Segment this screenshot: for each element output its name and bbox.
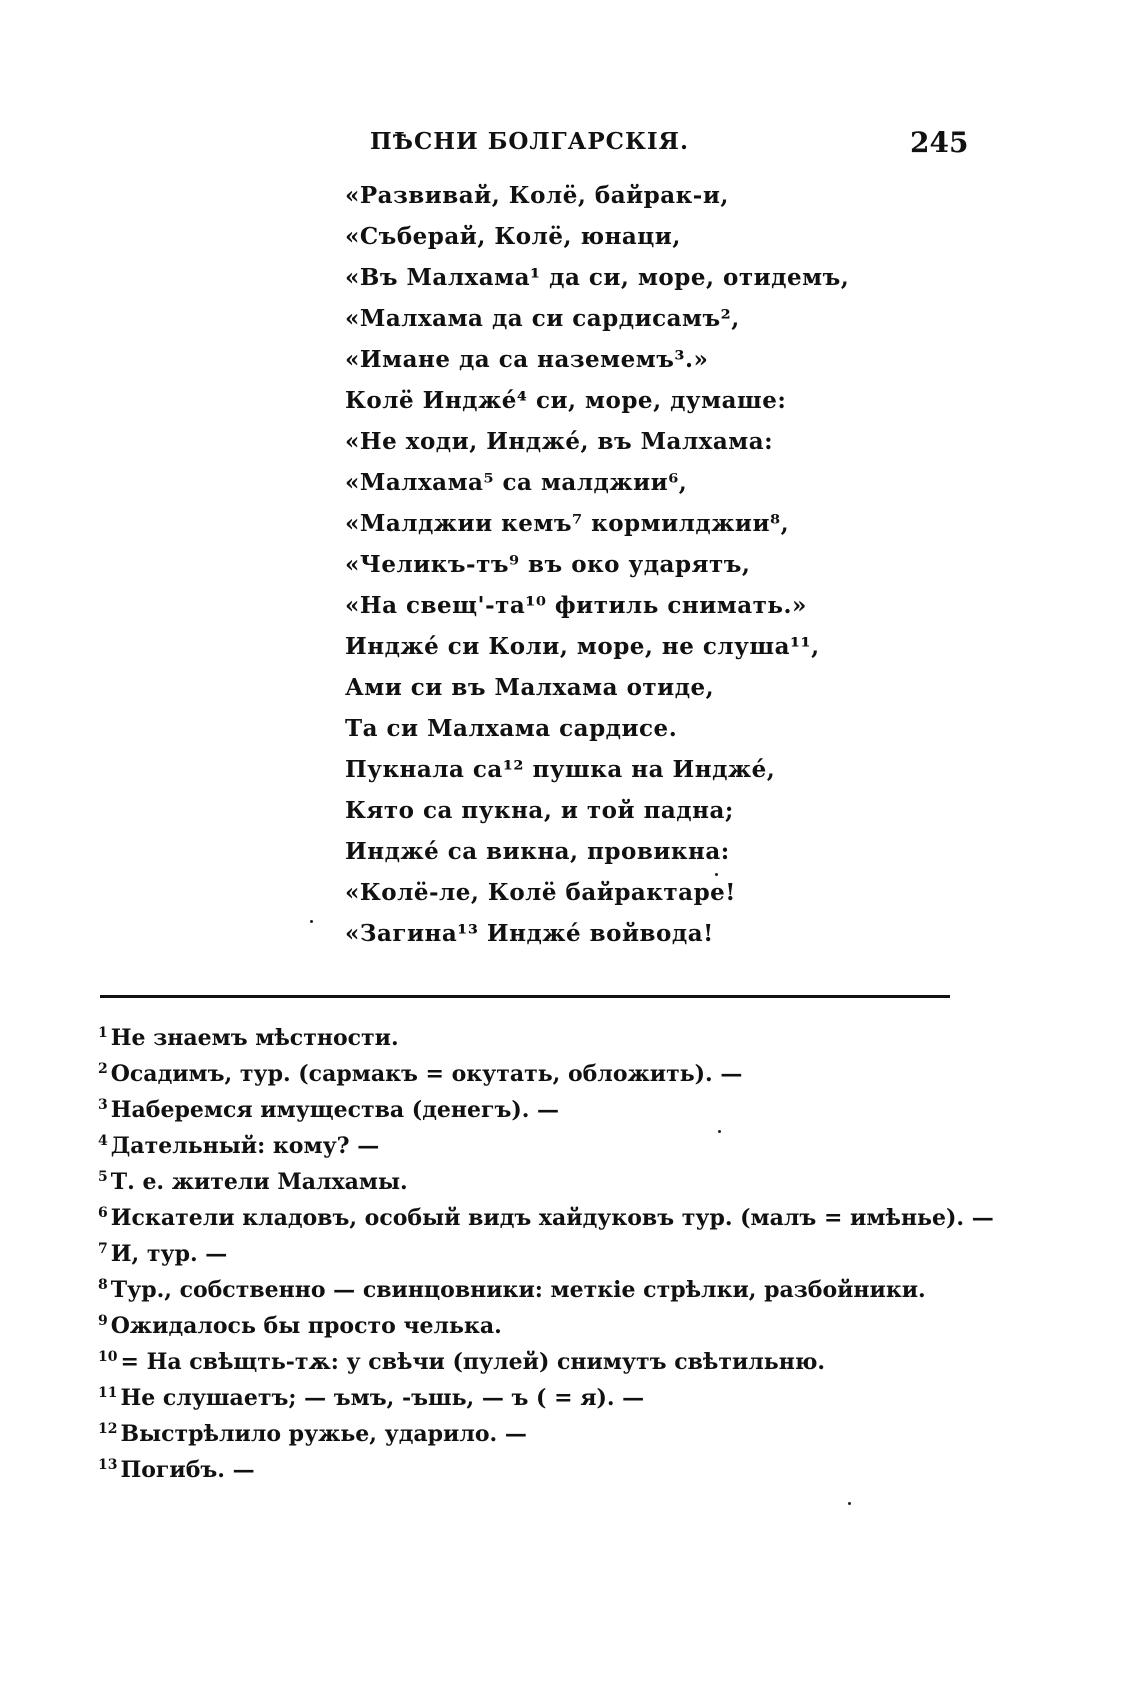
- footnote-text: Осадимъ, тур. (сармакъ = окутать, обложить). —: [110, 1061, 743, 1087]
- footnote-number: 8: [98, 1277, 108, 1293]
- poem-line: Кято са пукна, и той падна;: [345, 797, 734, 824]
- footnote: [98, 1267, 998, 1303]
- footnote: [98, 1087, 998, 1123]
- footnote-text: И, тур. —: [110, 1241, 228, 1267]
- poem-line: Колё Инджé⁴ си, море, думаше:: [345, 387, 787, 414]
- footnote: [98, 1051, 998, 1087]
- footnote: [98, 1159, 998, 1195]
- footnote-text: Т. е. жители Малхамы.: [110, 1169, 408, 1195]
- poem-line: «Загина¹³ Инджé войвода!: [345, 920, 714, 947]
- footnote: [98, 1303, 998, 1339]
- poem-line: «Съберай, Колё, юнаци,: [345, 223, 681, 250]
- footnote-text: Ожидалось бы просто челька.: [110, 1313, 502, 1339]
- poem-line: «Малджии кемъ⁷ кормилджии⁸,: [345, 510, 790, 537]
- footnote-number: 1: [98, 1025, 108, 1041]
- footnote-number: 10: [98, 1349, 118, 1365]
- footnote: [98, 1015, 998, 1051]
- poem-line: «Въ Малхама¹ да си, море, отидемъ,: [345, 264, 850, 291]
- footnote-text: Не слушаетъ; — ъмъ, -ъшь, — ъ ( = я). —: [120, 1385, 645, 1411]
- footnote-text: Не знаемъ мѣстности.: [110, 1025, 399, 1051]
- footnote-text: Дательный: кому? —: [110, 1133, 380, 1159]
- poem-line: «На свещ'-та¹⁰ фитиль снимать.»: [345, 592, 807, 619]
- scan-speck: [718, 1130, 721, 1133]
- footnote-number: 2: [98, 1061, 108, 1077]
- poem-line: Ами си въ Малхама отиде,: [345, 674, 715, 701]
- footnote: [98, 1231, 998, 1267]
- footnote-divider: [100, 995, 950, 998]
- footnote-number: 9: [98, 1313, 108, 1329]
- footnote-number: 12: [98, 1421, 118, 1437]
- poem-line: «Не ходи, Инджé, въ Малхама:: [345, 428, 774, 455]
- footnote-text: Погибъ. —: [120, 1457, 255, 1483]
- footnote-text: Наберемся имущества (денегъ). —: [110, 1097, 560, 1123]
- footnote-number: 13: [98, 1457, 118, 1473]
- page-number: 245: [910, 126, 969, 159]
- footnote: [98, 1195, 998, 1231]
- running-head: ПѢСНИ БОЛГАРСКІЯ.: [370, 128, 689, 155]
- poem-line: «Малхама⁵ са малджии⁶,: [345, 469, 688, 496]
- footnote: [98, 1339, 998, 1375]
- footnote-text: = На свѣщть-тѫ: у свѣчи (пулей) снимутъ свѣтильню.: [120, 1349, 826, 1375]
- poem-line: «Имане да са наземемъ³.»: [345, 346, 709, 373]
- scan-speck: [848, 1502, 851, 1505]
- footnote-text: Тур., собственно — свинцовники: меткіе стрѣлки, разбойники.: [110, 1277, 926, 1303]
- footnote-text: Искатели кладовъ, особый видъ хайдуковъ тур. (малъ = имѣнье). —: [110, 1205, 994, 1231]
- poem-line: Инджé са викна, провикна:: [345, 838, 730, 865]
- poem-text: [345, 175, 865, 954]
- footnote-text: Выстрѣлило ружье, ударило. —: [120, 1421, 527, 1447]
- poem-line: «Челикъ-тъ⁹ въ око ударятъ,: [345, 551, 751, 578]
- scan-speck: [715, 873, 718, 876]
- footnotes: [98, 1015, 998, 1483]
- footnote-number: 5: [98, 1169, 108, 1185]
- poem-line: Инджé си Коли, море, не слуша¹¹,: [345, 633, 820, 660]
- footnote: [98, 1375, 998, 1411]
- poem-line: «Колё-ле, Колё байрактаре!: [345, 879, 736, 906]
- footnote: [98, 1447, 998, 1483]
- poem-line: Пукнала са¹² пушка на Инджé,: [345, 756, 776, 783]
- poem-line: «Развивай, Колё, байрак-и,: [345, 182, 729, 209]
- scan-speck: [310, 920, 313, 923]
- footnote-number: 6: [98, 1205, 108, 1221]
- footnote-number: 7: [98, 1241, 108, 1257]
- footnote-number: 4: [98, 1133, 108, 1149]
- footnote-number: 3: [98, 1097, 108, 1113]
- poem-line: «Малхама да си сардисамъ²,: [345, 305, 740, 332]
- poem-line: Та си Малхама сардисе.: [345, 715, 678, 742]
- footnote: [98, 1411, 998, 1447]
- footnote: [98, 1123, 998, 1159]
- footnote-number: 11: [98, 1385, 118, 1401]
